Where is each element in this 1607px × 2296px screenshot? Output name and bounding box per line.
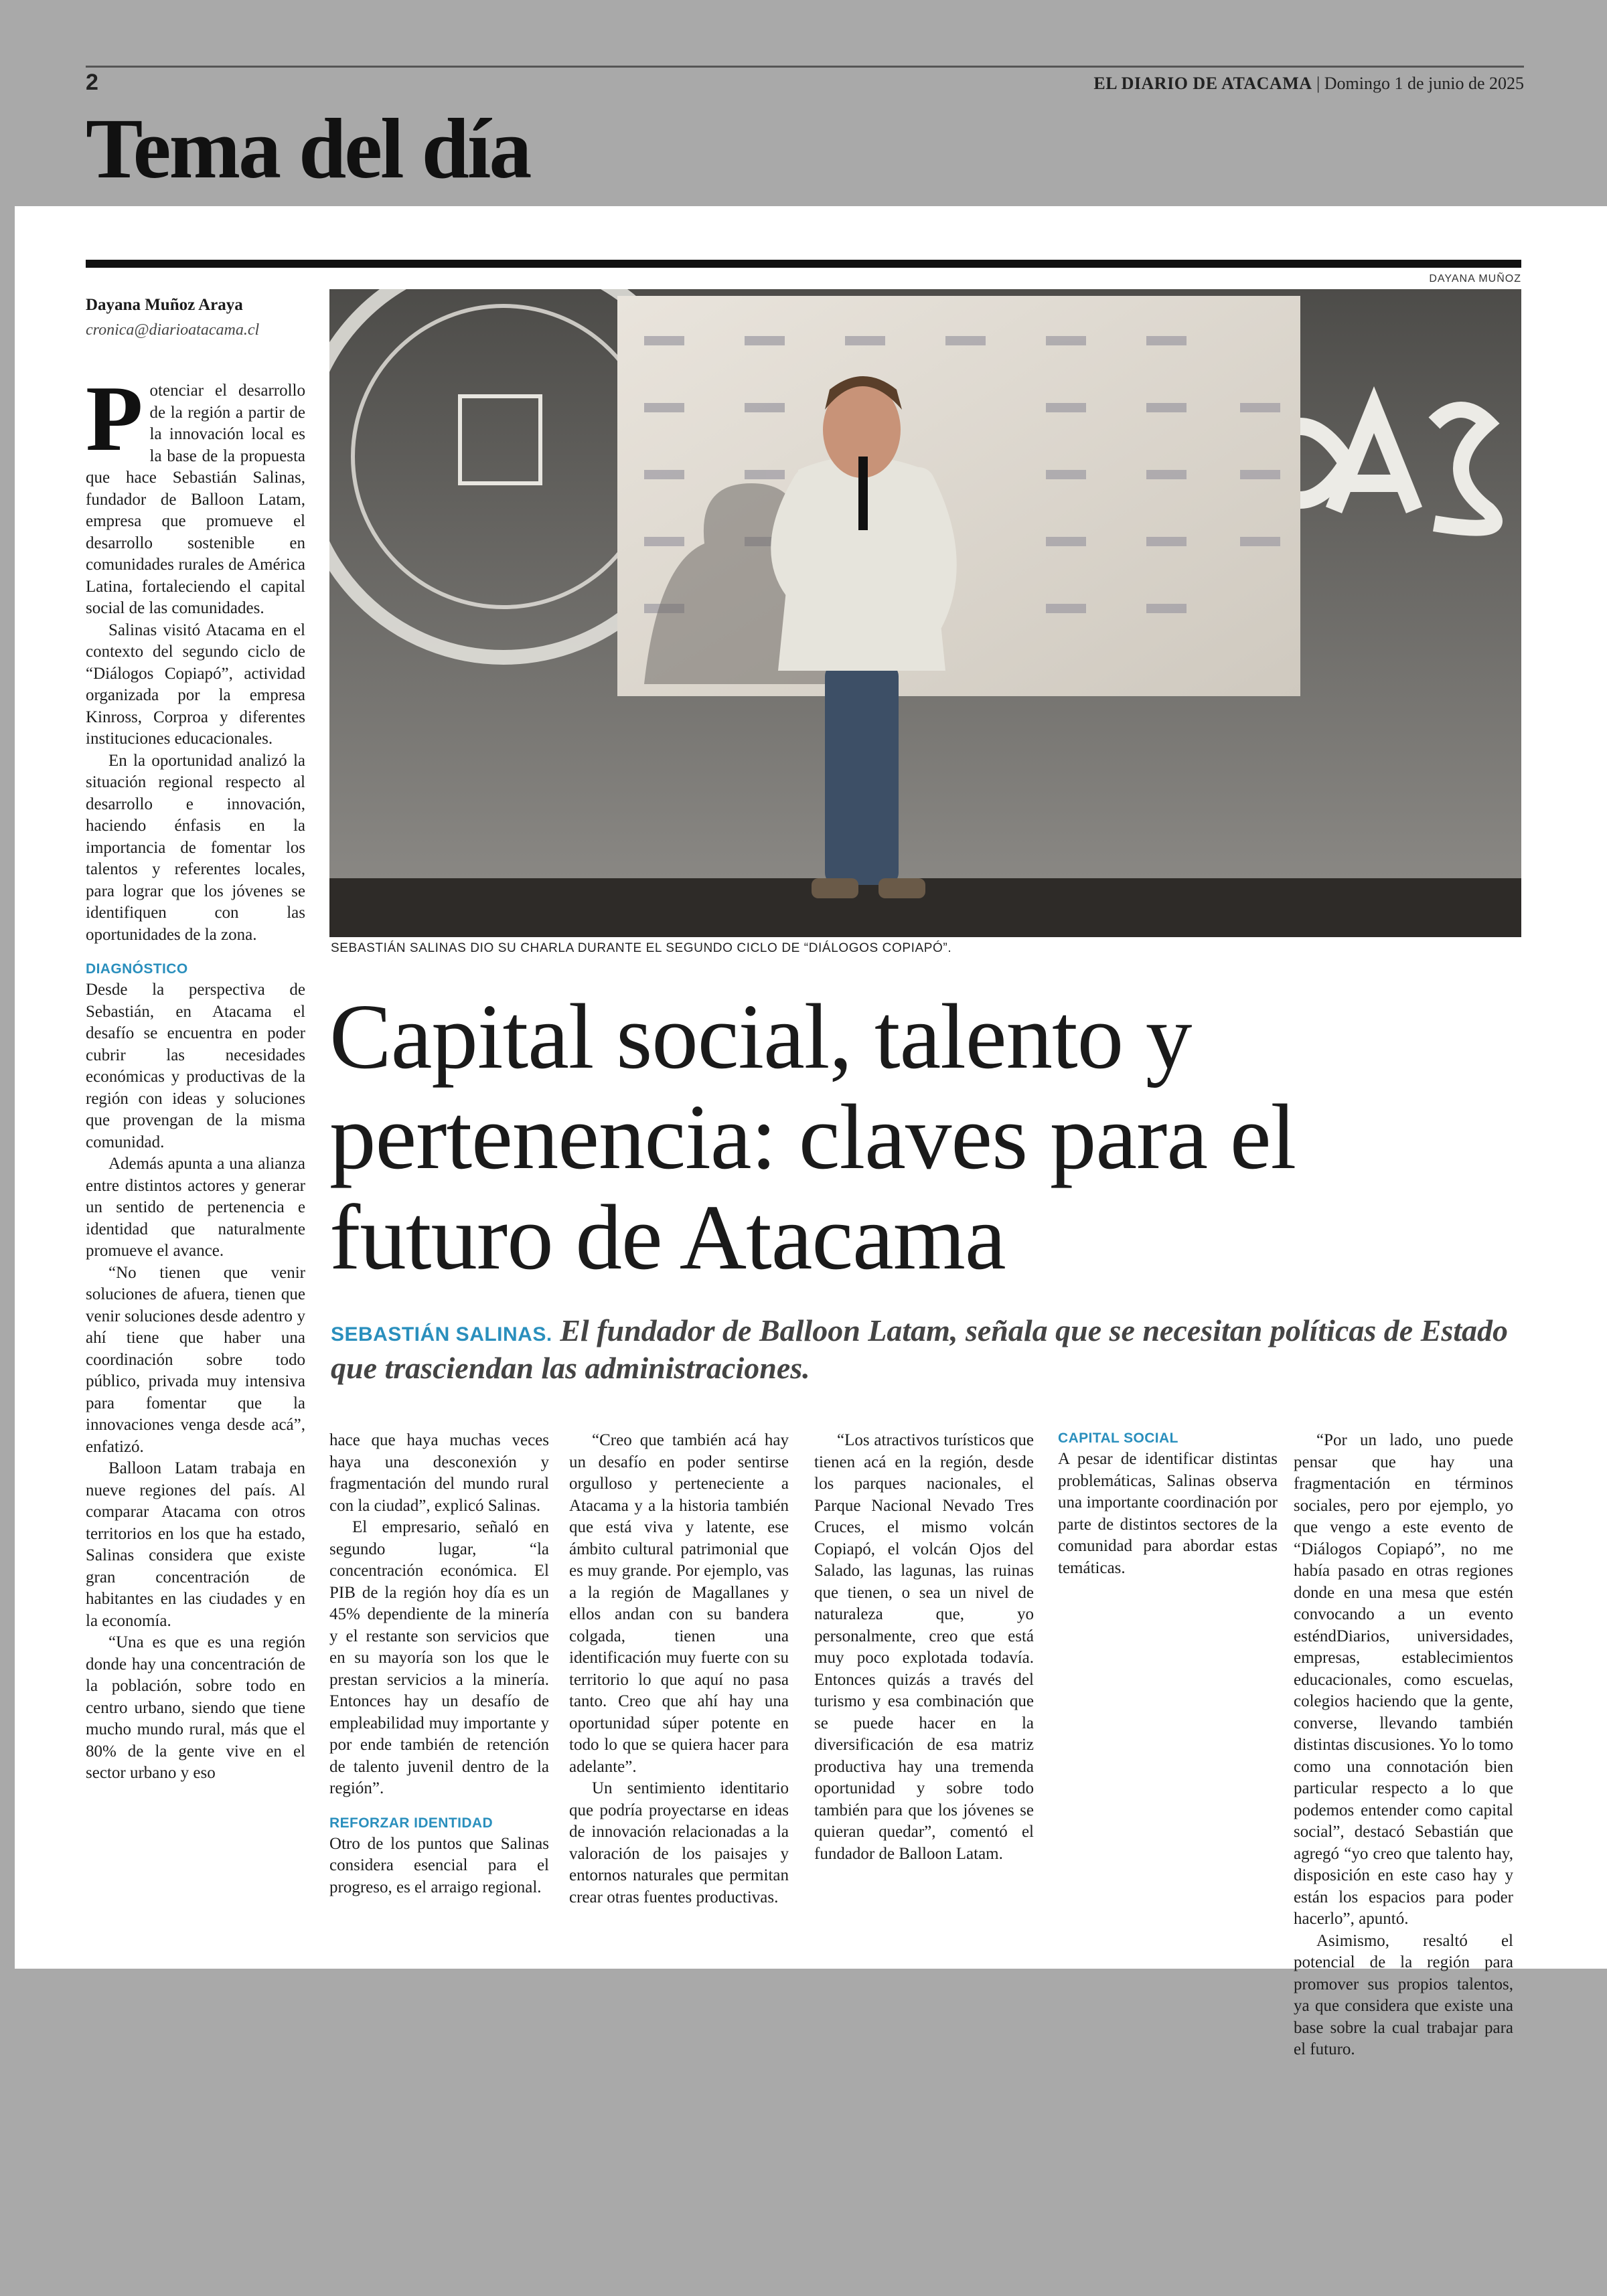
paragraph: Salinas visitó Atacama en el contexto del segundo ciclo de “Diálogos Copiapó”, actividad organizada por la empresa Kinross, Corproa y diferentes instituciones educacionales. [86,621,305,748]
paragraph: Balloon Latam trabaja en nueve regiones del país. Al comparar Atacama con otros territorios en los que ha estado, Salinas considera que existe gran concentración de habitantes en las ciudades y en la economía. [86,1459,305,1630]
article-photo [329,289,1521,937]
speaker-on-stage-illustration [329,289,1521,937]
paragraph: En la oportunidad analizó la situación regional respecto al desarrollo e innovación, haciendo énfasis en la importancia de fomentar los talentos y referentes locales, para lograr que los jóvenes se identifiquen con las oportunidades de la zona. [86,751,305,944]
author-email[interactable]: cronica@diarioatacama.cl [86,321,260,339]
paragraph: “Creo que también acá hay un desafío en poder sentirse orgulloso y perteneciente a Atacama y a la historia también que está viva y latente, ese ámbito cultural patrimonial que es muy grande. Por ejemplo, vas a la región de Magallanes y ellos andan con su bandera colgada, tienen una identificación muy fuerte con su territorio lo que aquí no pasa tanto. Creo que ahí hay una oportunidad súper potente en todo lo que se quiera hacer para adelante”. [569,1431,789,1776]
subhead-reforzar-identidad: REFORZAR IDENTIDAD [329,1815,493,1831]
column-2 [329,1430,549,1898]
paragraph: Además apunta a una alianza entre distintos actores y generar un sentido de pertenencia e identidad que naturalmente promueve el avance. [86,1155,305,1260]
section-rule [86,260,1521,268]
deck-text: El fundador de Balloon Latam, señala que se necesitan políticas de Estado que trasciendan las administraciones. [331,1313,1509,1386]
issue-date: | Domingo 1 de junio de 2025 [1316,74,1524,93]
subhead-capital-social: CAPITAL SOCIAL [1058,1430,1178,1446]
top-rule [86,66,1524,68]
paragraph: “Los atractivos turísticos que tienen acá en la región, desde los parques nacionales, el Parque Nacional Nevado Tres Cruces, el mismo volcán Copiapó, el volcán Ojos del Salado, las lagunas, las ruinas que tienen, o sea un nivel de naturaleza que, yo personalmente, creo que está muy poco explotada todavía. Entonces quizás a través del turismo y esa combinación que se puede hacer en la diversificación de esa matriz productiva hay una tremenda oportunidad y sobre todo también para que los jóvenes se quieran quedar”, comentó el fundador de Balloon Latam. [814,1431,1034,1863]
author-name: Dayana Muñoz Araya [86,296,243,314]
headline: Capital social, talento y pertenencia: claves para el futuro de Atacama [329,985,1296,1290]
paragraph: A pesar de identificar distintas problemáticas, Salinas observa una importante coordinación por parte de distintos sectores de la comunidad para abordar estas temáticas. [1058,1450,1278,1577]
paragraph: “No tienen que venir soluciones de afuera, tienen que venir soluciones desde adentro y ahí tiene que haber una coordinación sobre todo público, privada muy intensiva para fomentar que la innovaciones venga desde acá”, enfatizó. [86,1263,305,1456]
column-6 [1294,1430,1513,2061]
photo-caption: SEBASTIÁN SALINAS DIO SU CHARLA DURANTE EL SEGUNDO CICLO DE “DIÁLOGOS COPIAPÓ”. [331,941,952,955]
section-title: Tema del día [86,101,530,196]
paragraph: Asimismo, resaltó el potencial de la región para promover sus propios talentos, ya que considera que existe una base sobre la cual trabajar para el futuro. [1294,1931,1513,2058]
deck-kicker: SEBASTIÁN SALINAS. [331,1323,552,1345]
paragraph: Otro de los puntos que Salinas considera esencial para el progreso, es el arraigo regional. [329,1834,549,1896]
paper-dateline [1093,74,1524,94]
drop-cap: P [86,367,143,471]
page-number: 2 [86,70,98,95]
photo-credit: DAYANA MUÑOZ [1429,273,1521,284]
column-3 [569,1430,789,1908]
column-5 [1058,1430,1278,1579]
paragraph: “Una es que es una región donde hay una concentración de la población, sobre todo en centro urbano, siendo que tiene mucho mundo rural, más que el 80% de la gente vive en el sector urbano y eso [86,1633,305,1782]
deck [331,1312,1529,1387]
subhead-diagnostico: DIAGNÓSTICO [86,961,188,977]
column-4 [814,1430,1034,1865]
paragraph: hace que haya muchas veces haya una desconexión y fragmentación del mundo rural con la ciudad”, explicó Salinas. [329,1431,549,1515]
paragraph: Un sentimiento identitario que podría proyectarse en ideas de innovación relacionadas a la valoración de los paisajes y entornos naturales que permitan crear otras fuentes productivas. [569,1779,789,1906]
paragraph: El empresario, señaló en segundo lugar, “la concentración económica. El PIB de la región hoy día es un 45% dependiente de la minería y el restante son servicios que en su mayoría son los que le prestan servicios a la minería. Entonces hay un desafío de empleabilidad muy importante y por ende también de retención de talento juvenil dentro de la región”. [329,1518,549,1797]
paragraph: Desde la perspectiva de Sebastián, en Atacama el desafío se encuentra en poder cubrir las necesidades económicas y productivas de la región con ideas y soluciones que provengan de la misma comunidad. [86,981,305,1151]
paper-name: EL DIARIO DE ATACAMA [1093,74,1312,93]
paragraph: “Por un lado, uno puede pensar que hay una fragmentación en términos sociales, pero por ejemplo, yo que vengo a este evento de “Diálogos Copiapó”, no me había pasado en otras regiones donde en una mesa que estén convocando a un evento esténdDiarios, universidades, empresas, establecimientos educacionales, como escuelas, colegios haciendo que la gente, converse, llevando también distintas discusiones. Yo lo tomo como una connotación bien particular respecto a lo que podemos entender como capital social”, destacó Sebastián que agregó “yo creo que talento hay, disposición en este caso hay y están los espacios para poder hacerlo”, apuntó. [1294,1431,1513,1928]
paragraph: otenciar el desarrollo de la región a partir de la innovación local es la base de la propuesta que hace Sebastián Salinas, fundador de Balloon Latam, empresa que promueve el desarrollo sostenible en comunidades rurales de América Latina, fortaleciendo el capital social de las comunidades. [86,382,305,617]
column-1 [86,367,305,1785]
